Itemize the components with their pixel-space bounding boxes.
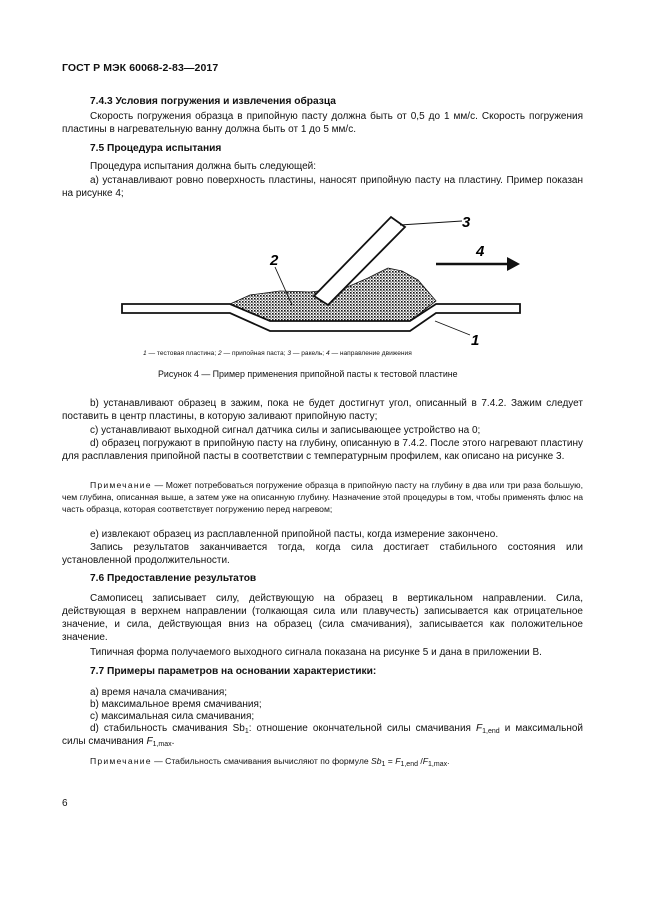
leader-line-1: [435, 321, 470, 335]
recording-end-text: Запись результатов заканчивается тогда, когда сила достигает стабильного состояния или установленной продолжительности.: [62, 542, 583, 566]
section-7-4-3-text: Скорость погружения образца в припойную пасту должна быть от 0,5 до 1 мм/с. Скорость погружения пластины в нагревательную ванну должна быть от 1 до 5 мм/с.: [62, 111, 583, 135]
section-7-4-3-title: 7.4.3 Условия погружения и извлечения образца: [90, 96, 336, 107]
figure-4-diagram: [110, 205, 530, 345]
figure-label-3: 3: [462, 214, 471, 231]
step-b: b) устанавливают образец в зажим, пока не будет достигнут угол, описанный в 7.4.2. Зажим следует поставить в центр пластины, в которую заливают припойную пасту;: [62, 398, 583, 422]
procedure-note: Примечание — Может потребоваться погружение образца в припойную пасту на глубину в два или три раза большую, чем глубина, описанная выше, а затем уже на описанную глубину. Назначение этой процедуры в том, чтобы применять флюс на часть образца, которая соответствует погружению перед нагревом;: [62, 480, 583, 514]
step-e: е) извлекают образец из расплавленной припойной пасты, когда измерение закончено.: [90, 529, 499, 540]
param-b: b) максимальное время смачивания;: [90, 699, 262, 710]
section-7-6-p2: Типичная форма получаемого выходного сигнала показана на рисунке 5 и дана в приложении В.: [90, 647, 542, 658]
direction-arrow-head: [507, 257, 520, 271]
section-7-5-intro: Процедура испытания должна быть следующей:: [90, 161, 317, 172]
step-d: d) образец погружают в припойную пасту на глубину, описанную в 7.4.2. После этого нагревают пластину для расплавления припойной пасты в соответствии с температурным профилем, как описано на рисунке 3.: [62, 438, 583, 462]
figure-label-4: 4: [476, 243, 485, 260]
param-d: d) стабильность смачивания $Sb_1$: отношение окончательной силы смачивания $F_{1,end}$ и максимальной силы смачивания $F_{1,max}$.: [62, 723, 583, 748]
page-number: 6: [62, 798, 68, 809]
figure-4-title: Рисунок 4 — Пример применения припойной пасты к тестовой пластине: [158, 369, 458, 379]
leader-line-3: [400, 221, 462, 225]
figure-legend: 1 — тестовая пластина; 2 — припойная паста; 3 — ракель; 4 — направление движения: [143, 350, 412, 357]
stability-formula-note: Примечание — Стабильность смачивания вычисляют по формуле $Sb_1 = F_{1,end}$ $/F_{1,max}$.: [90, 756, 450, 768]
param-a: а) время начала смачивания;: [90, 687, 228, 698]
section-7-6-p1: Самописец записывает силу, действующую на образец в вертикальном направлении. Сила, действующая в верхнем направлении (толкающая сила или плавучесть) записывается как отрицательное значение, и сила, действующая вниз на образец (сила смачивания), записывается как положительное значение.: [62, 593, 583, 643]
step-c: с) устанавливают выходной сигнал датчика силы и записывающее устройство на 0;: [90, 425, 481, 436]
figure-label-1: 1: [471, 332, 480, 345]
step-a: а) устанавливают ровно поверхность пластины, наносят припойную пасту на пластину. Пример показан на рисунке 4;: [62, 175, 583, 199]
section-7-7-title: 7.7 Примеры параметров на основании характеристики:: [90, 666, 377, 677]
figure-label-2: 2: [270, 252, 279, 269]
section-7-6-title: 7.6 Предоставление результатов: [90, 573, 257, 584]
document-header: ГОСТ Р МЭК 60068-2-83—2017: [62, 62, 219, 74]
section-7-5-title: 7.5 Процедура испытания: [90, 143, 222, 154]
param-c: с) максимальная сила смачивания;: [90, 711, 255, 722]
